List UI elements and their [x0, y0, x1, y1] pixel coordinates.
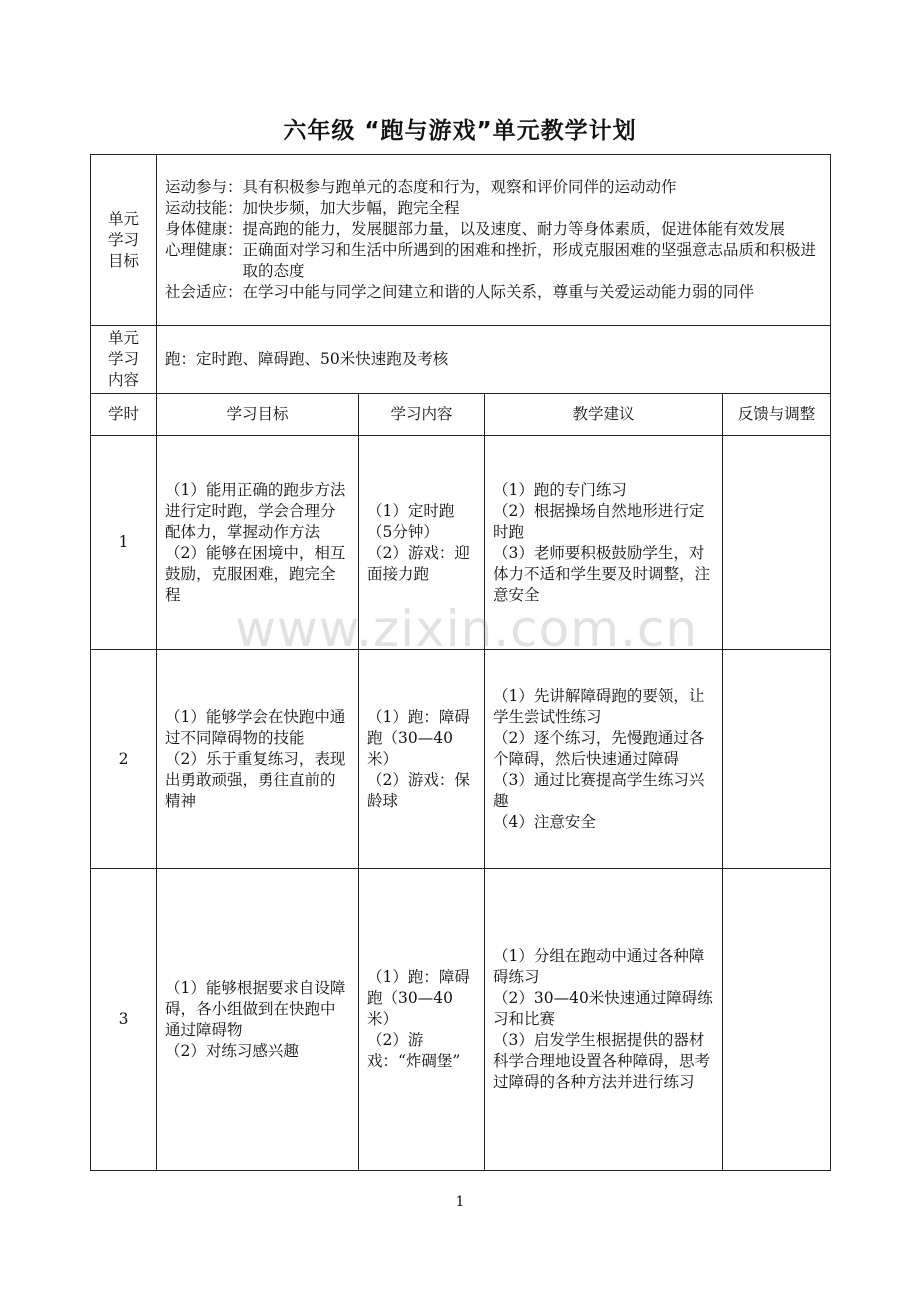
header-feedback: 反馈与调整	[723, 394, 831, 436]
lesson-row	[91, 436, 831, 650]
content-row	[91, 326, 831, 394]
header-advice: 教学建议	[485, 394, 723, 436]
header-row	[91, 394, 831, 436]
lesson-advice: （1）跑的专门练习 （2）根据操场自然地形进行定时跑 （3）老师要积极鼓励学生，对体力不适和学生要及时调整，注意安全	[485, 436, 723, 650]
objective-skill: 运动技能： 加快步频，加大步幅，跑完全程	[165, 199, 460, 217]
lesson-row	[91, 650, 831, 869]
page-number: 1	[455, 1194, 465, 1210]
lesson-number: 2	[91, 650, 157, 869]
lesson-row	[91, 869, 831, 1171]
teaching-plan-table	[90, 154, 831, 1171]
lesson-advice: （1）先讲解障碍跑的要领，让学生尝试性练习 （2）逐个练习，先慢跑通过各个障碍，然后快速通过障碍 （3）通过比赛提高学生练习兴趣 （4）注意安全	[485, 650, 723, 869]
objective-physical-health: 身体健康： 提高跑的能力，发展腿部力量，以及速度、耐力等身体素质，促进体能有效发展	[165, 220, 786, 238]
objective-social-adaptation: 社会适应： 在学习中能与同学之间建立和谐的人际关系，尊重与关爱运动能力弱的同伴	[165, 283, 755, 301]
lesson-feedback	[723, 650, 831, 869]
objectives-row	[91, 155, 831, 326]
lesson-goals: （1）能用正确的跑步方法进行定时跑，学会合理分配体力，掌握动作方法 （2）能够在困境中，相互鼓励，克服困难，跑完全程	[157, 436, 359, 650]
lesson-feedback	[723, 869, 831, 1171]
lesson-content: （1）定时跑（5分钟） （2）游戏：迎面接力跑	[359, 436, 485, 650]
content-text: 跑：定时跑、障碍跑、50米快速跑及考核	[157, 326, 831, 394]
header-goals: 学习目标	[157, 394, 359, 436]
lesson-content: （1）跑：障碍跑（30—40米） （2）游戏：保龄球	[359, 650, 485, 869]
lesson-goals: （1）能够学会在快跑中通过不同障碍物的技能 （2）乐于重复练习，表现出勇敢顽强，勇往直前的精神	[157, 650, 359, 869]
header-content: 学习内容	[359, 394, 485, 436]
lesson-number: 3	[91, 869, 157, 1171]
lesson-feedback	[723, 436, 831, 650]
objectives-cell	[157, 155, 831, 326]
document-title: 六年级 “跑与游戏”单元教学计划	[283, 118, 637, 144]
objective-mental-health: 心理健康： 正确面对学习和生活中所遇到的困难和挫折，形成克服困难的坚强意志品质和积极进取的态度	[165, 241, 817, 280]
lesson-content: （1）跑：障碍跑（30—40米） （2）游戏：“炸碉堡”	[359, 869, 485, 1171]
lesson-goals: （1）能够根据要求自设障碍，各小组做到在快跑中通过障碍物 （2）对练习感兴趣	[157, 869, 359, 1171]
lesson-advice: （1）分组在跑动中通过各种障碍练习 （2）30—40米快速通过障碍练习和比赛 （3）启发学生根据提供的器材科学合理地设置各种障碍，思考过障碍的各种方法并进行练习	[485, 869, 723, 1171]
header-lesson: 学时	[91, 394, 157, 436]
lesson-number: 1	[91, 436, 157, 650]
watermark: www.zixin.com.cn	[235, 600, 699, 658]
content-label: 单元 学习 内容	[91, 326, 157, 394]
objective-participation: 运动参与： 具有积极参与跑单元的态度和行为，观察和评价同伴的运动动作	[165, 178, 677, 196]
objectives-label: 单元 学习 目标	[91, 155, 157, 326]
